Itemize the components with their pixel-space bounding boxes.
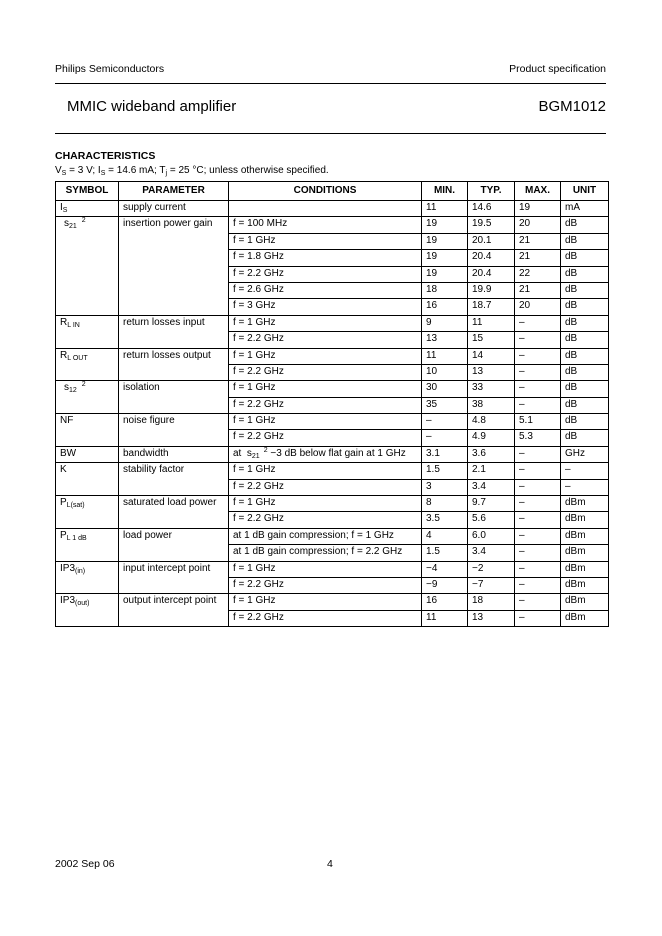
- parameter-cell: load power: [119, 528, 229, 561]
- min-cell: −4: [422, 561, 468, 577]
- conditions-cell: at 1 dB gain compression; f = 2.2 GHz: [229, 545, 422, 561]
- min-cell: 19: [422, 250, 468, 266]
- parameter-cell: saturated load power: [119, 496, 229, 529]
- table-row: [56, 594, 609, 610]
- unit-cell: dB: [561, 233, 609, 249]
- max-cell: –: [515, 479, 561, 495]
- symbol-cell: BW: [56, 446, 119, 462]
- conditions-cell: at 1 dB gain compression; f = 1 GHz: [229, 528, 422, 544]
- conditions-cell: f = 2.2 GHz: [229, 364, 422, 380]
- min-cell: 1.5: [422, 545, 468, 561]
- col-max: MAX.: [515, 182, 561, 201]
- symbol-cell: $P_{L 1 dB}$: [56, 528, 119, 561]
- unit-cell: dBm: [561, 594, 609, 610]
- max-cell: –: [515, 610, 561, 626]
- symbol-cell: $s_{21}^2$: [56, 217, 119, 315]
- unit-cell: dB: [561, 364, 609, 380]
- max-cell: –: [515, 577, 561, 593]
- table-row: [56, 561, 609, 577]
- min-cell: 18: [422, 282, 468, 298]
- title-rule: [55, 133, 606, 134]
- unit-cell: dBm: [561, 577, 609, 593]
- symbol-cell: $IP3_{(out)}$: [56, 594, 119, 627]
- unit-cell: dB: [561, 282, 609, 298]
- parameter-cell: noise figure: [119, 414, 229, 447]
- conditions-cell: f = 1 GHz: [229, 381, 422, 397]
- max-cell: 20: [515, 217, 561, 233]
- conditions-cell: f = 2.2 GHz: [229, 577, 422, 593]
- parameter-cell: output intercept point: [119, 594, 229, 627]
- unit-cell: dB: [561, 414, 609, 430]
- min-cell: 19: [422, 233, 468, 249]
- typ-cell: 19.5: [468, 217, 515, 233]
- parameter-cell: supply current: [119, 201, 229, 217]
- unit-cell: –: [561, 479, 609, 495]
- typ-cell: −7: [468, 577, 515, 593]
- characteristics-table: [55, 181, 609, 627]
- col-min: MIN.: [422, 182, 468, 201]
- min-cell: –: [422, 414, 468, 430]
- typ-cell: 9.7: [468, 496, 515, 512]
- conditions-cell: f = 1 GHz: [229, 233, 422, 249]
- table-row: [56, 201, 609, 217]
- product-description: MMIC wideband amplifier: [67, 98, 237, 115]
- max-cell: 19: [515, 201, 561, 217]
- table-row: [56, 315, 609, 331]
- part-number: BGM1012: [538, 98, 606, 115]
- parameter-cell: insertion power gain: [119, 217, 229, 315]
- conditions-cell: f = 2.2 GHz: [229, 332, 422, 348]
- unit-cell: dBm: [561, 561, 609, 577]
- col-unit: UNIT: [561, 182, 609, 201]
- typ-cell: 33: [468, 381, 515, 397]
- max-cell: –: [515, 446, 561, 462]
- min-cell: 10: [422, 364, 468, 380]
- max-cell: –: [515, 381, 561, 397]
- max-cell: –: [515, 528, 561, 544]
- typ-cell: 38: [468, 397, 515, 413]
- min-cell: 3.5: [422, 512, 468, 528]
- table-row: [56, 463, 609, 479]
- unit-cell: dB: [561, 250, 609, 266]
- typ-cell: 13: [468, 610, 515, 626]
- unit-cell: GHz: [561, 446, 609, 462]
- max-cell: –: [515, 561, 561, 577]
- table-row: [56, 217, 609, 233]
- unit-cell: –: [561, 463, 609, 479]
- typ-cell: 14.6: [468, 201, 515, 217]
- table-row: [56, 446, 609, 462]
- conditions-cell: f = 3 GHz: [229, 299, 422, 315]
- symbol-cell: $IP3_{(in)}$: [56, 561, 119, 594]
- table-row: [56, 381, 609, 397]
- conditions-cell: f = 1 GHz: [229, 315, 422, 331]
- parameter-cell: return losses output: [119, 348, 229, 381]
- max-cell: 5.1: [515, 414, 561, 430]
- min-cell: 11: [422, 201, 468, 217]
- max-cell: 21: [515, 282, 561, 298]
- typ-cell: 6.0: [468, 528, 515, 544]
- table-row: [56, 528, 609, 544]
- typ-cell: −2: [468, 561, 515, 577]
- max-cell: –: [515, 364, 561, 380]
- typ-cell: 14: [468, 348, 515, 364]
- typ-cell: 20.4: [468, 266, 515, 282]
- conditions-cell: f = 1 GHz: [229, 496, 422, 512]
- conditions-cell: f = 1 GHz: [229, 594, 422, 610]
- min-cell: −9: [422, 577, 468, 593]
- parameter-cell: isolation: [119, 381, 229, 414]
- min-cell: 9: [422, 315, 468, 331]
- min-cell: 3: [422, 479, 468, 495]
- typ-cell: 3.4: [468, 479, 515, 495]
- unit-cell: dB: [561, 430, 609, 446]
- conditions-cell: [229, 201, 422, 217]
- header-doc-type: Product specification: [509, 63, 606, 75]
- unit-cell: dB: [561, 332, 609, 348]
- unit-cell: dB: [561, 217, 609, 233]
- min-cell: 13: [422, 332, 468, 348]
- min-cell: 3.1: [422, 446, 468, 462]
- col-parameter: PARAMETER: [119, 182, 229, 201]
- col-conditions: CONDITIONS: [229, 182, 422, 201]
- min-cell: 4: [422, 528, 468, 544]
- parameter-cell: stability factor: [119, 463, 229, 496]
- min-cell: 16: [422, 594, 468, 610]
- unit-cell: dB: [561, 266, 609, 282]
- typ-cell: 13: [468, 364, 515, 380]
- typ-cell: 18.7: [468, 299, 515, 315]
- typ-cell: 3.6: [468, 446, 515, 462]
- typ-cell: 20.1: [468, 233, 515, 249]
- conditions-cell: f = 100 MHz: [229, 217, 422, 233]
- conditions-cell: f = 2.6 GHz: [229, 282, 422, 298]
- max-cell: –: [515, 594, 561, 610]
- min-cell: 11: [422, 610, 468, 626]
- max-cell: –: [515, 496, 561, 512]
- min-cell: 19: [422, 266, 468, 282]
- typ-cell: 18: [468, 594, 515, 610]
- header-company: Philips Semiconductors: [55, 63, 165, 75]
- max-cell: –: [515, 463, 561, 479]
- symbol-cell: $s_{12}^2$: [56, 381, 119, 414]
- unit-cell: dBm: [561, 528, 609, 544]
- max-cell: 20: [515, 299, 561, 315]
- header-rule: [55, 83, 606, 84]
- unit-cell: dBm: [561, 512, 609, 528]
- max-cell: –: [515, 545, 561, 561]
- conditions-cell: f = 1 GHz: [229, 561, 422, 577]
- max-cell: –: [515, 348, 561, 364]
- table-row: [56, 348, 609, 364]
- parameter-cell: return losses input: [119, 315, 229, 348]
- conditions-cell: f = 1 GHz: [229, 414, 422, 430]
- parameter-cell: bandwidth: [119, 446, 229, 462]
- max-cell: –: [515, 332, 561, 348]
- table-row: [56, 496, 609, 512]
- symbol-cell: $P_{L(sat)}$: [56, 496, 119, 529]
- max-cell: 21: [515, 233, 561, 249]
- min-cell: –: [422, 430, 468, 446]
- conditions-cell: f = 1 GHz: [229, 348, 422, 364]
- symbol-cell: $R_{L OUT}$: [56, 348, 119, 381]
- symbol-cell: $R_{L IN}$: [56, 315, 119, 348]
- typ-cell: 11: [468, 315, 515, 331]
- typ-cell: 3.4: [468, 545, 515, 561]
- table-row: [56, 414, 609, 430]
- max-cell: –: [515, 397, 561, 413]
- footer-date: 2002 Sep 06: [55, 858, 115, 870]
- unit-cell: dBm: [561, 545, 609, 561]
- max-cell: 5.3: [515, 430, 561, 446]
- min-cell: 1.5: [422, 463, 468, 479]
- min-cell: 11: [422, 348, 468, 364]
- typ-cell: 5.6: [468, 512, 515, 528]
- typ-cell: 4.8: [468, 414, 515, 430]
- conditions-cell: f = 2.2 GHz: [229, 397, 422, 413]
- max-cell: –: [515, 315, 561, 331]
- unit-cell: dB: [561, 315, 609, 331]
- unit-cell: dB: [561, 381, 609, 397]
- typ-cell: 19.9: [468, 282, 515, 298]
- min-cell: 8: [422, 496, 468, 512]
- col-typ: TYP.: [468, 182, 515, 201]
- conditions-cell: f = 2.2 GHz: [229, 430, 422, 446]
- conditions-cell: f = 1 GHz: [229, 463, 422, 479]
- symbol-cell: NF: [56, 414, 119, 447]
- conditions-cell: f = 2.2 GHz: [229, 479, 422, 495]
- min-cell: 16: [422, 299, 468, 315]
- max-cell: –: [515, 512, 561, 528]
- typ-cell: 20.4: [468, 250, 515, 266]
- typ-cell: 4.9: [468, 430, 515, 446]
- conditions-cell: f = 2.2 GHz: [229, 610, 422, 626]
- footer-page-number: 4: [327, 858, 333, 870]
- unit-cell: dB: [561, 348, 609, 364]
- conditions-cell: f = 2.2 GHz: [229, 512, 422, 528]
- unit-cell: dB: [561, 299, 609, 315]
- conditions-cell: at $s_{21}^2 -3$ dB below flat gain at 1 GHz: [229, 446, 422, 462]
- unit-cell: dBm: [561, 610, 609, 626]
- min-cell: 19: [422, 217, 468, 233]
- parameter-cell: input intercept point: [119, 561, 229, 594]
- col-symbol: SYMBOL: [56, 182, 119, 201]
- unit-cell: dBm: [561, 496, 609, 512]
- symbol-cell: $I_S$: [56, 201, 119, 217]
- unit-cell: dB: [561, 397, 609, 413]
- min-cell: 35: [422, 397, 468, 413]
- conditions-cell: f = 2.2 GHz: [229, 266, 422, 282]
- min-cell: 30: [422, 381, 468, 397]
- section-heading: CHARACTERISTICS: [55, 150, 156, 162]
- typ-cell: 2.1: [468, 463, 515, 479]
- max-cell: 22: [515, 266, 561, 282]
- conditions-line: $V_S = 3$ V; $I_S = 14.6$ mA; $T_j = 25$ °C; unless otherwise specified.: [55, 165, 329, 177]
- unit-cell: mA: [561, 201, 609, 217]
- table-header-row: [56, 182, 609, 201]
- symbol-cell: K: [56, 463, 119, 496]
- typ-cell: 15: [468, 332, 515, 348]
- max-cell: 21: [515, 250, 561, 266]
- conditions-cell: f = 1.8 GHz: [229, 250, 422, 266]
